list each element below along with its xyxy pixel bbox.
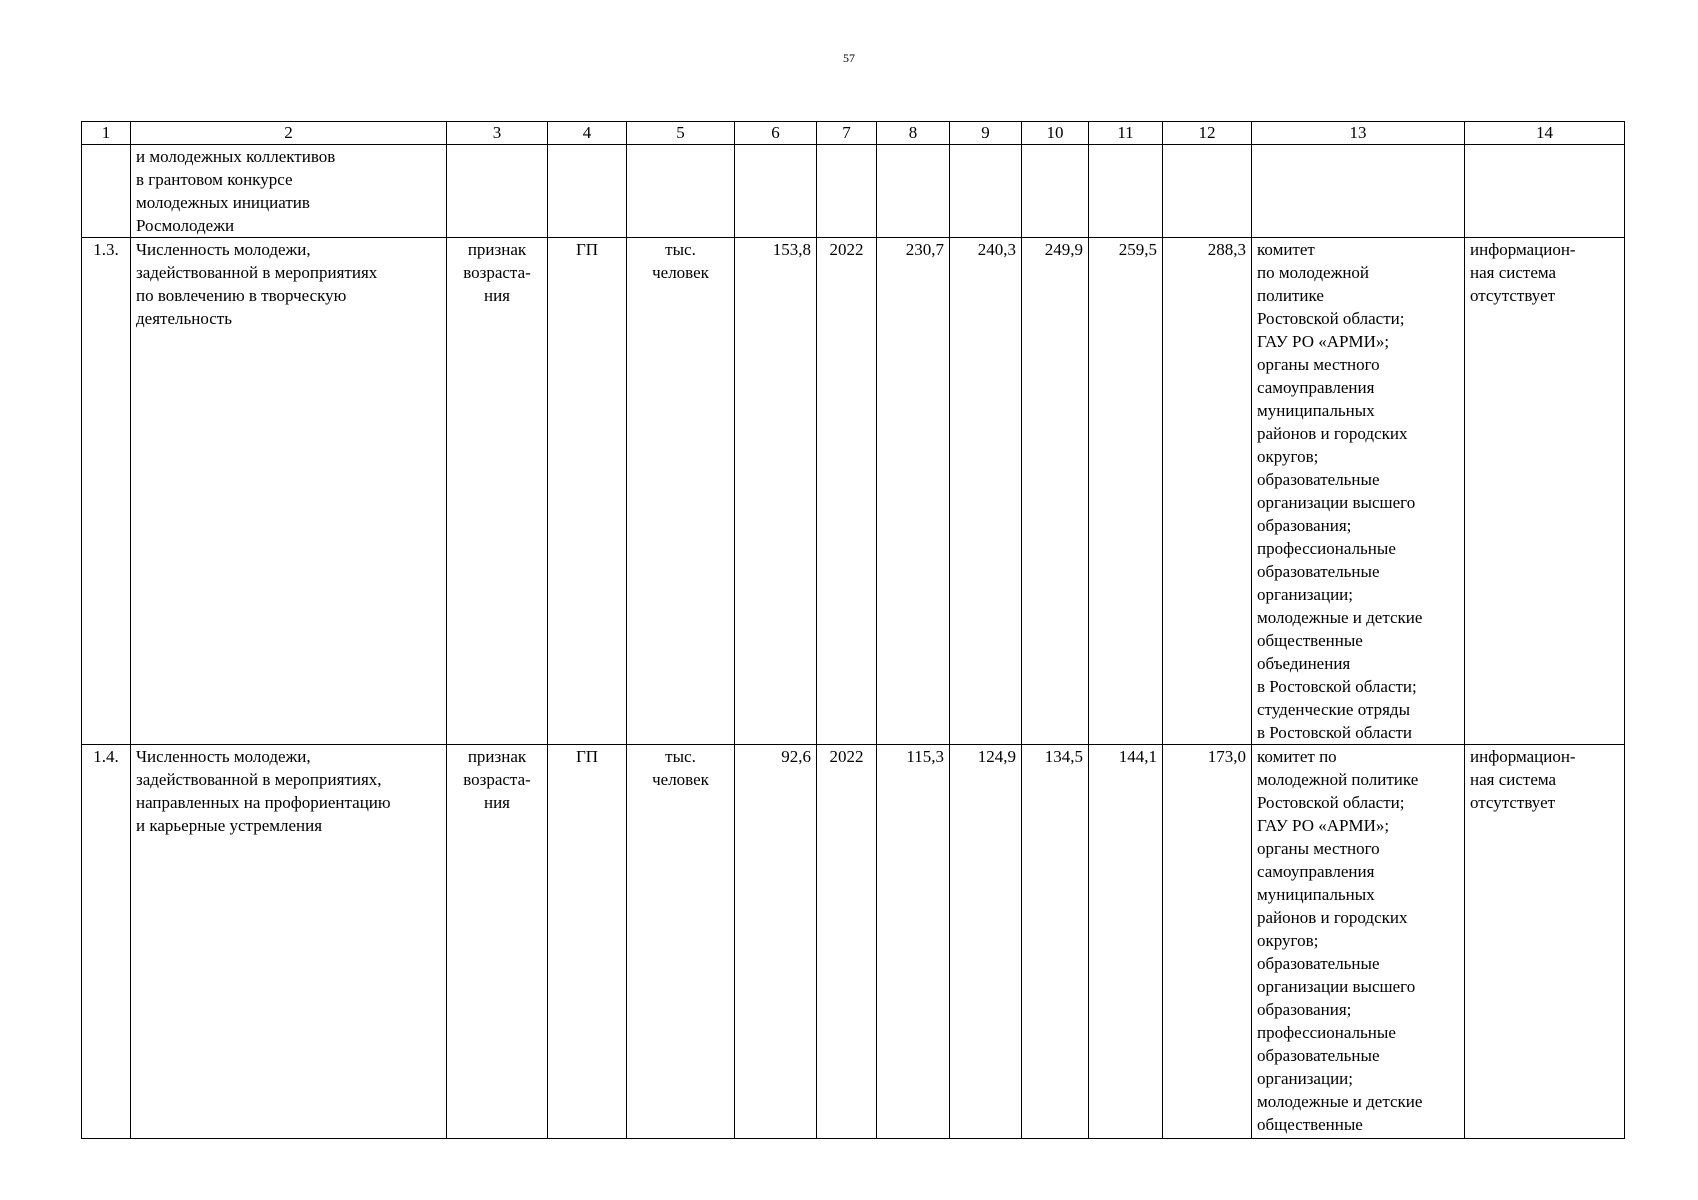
cell-value: 288,3 — [1163, 238, 1252, 745]
cell-value — [950, 145, 1022, 238]
cell-info-system: информацион- ная система отсутствует — [1465, 745, 1625, 1139]
column-header: 3 — [447, 122, 548, 145]
column-header: 9 — [950, 122, 1022, 145]
cell-type — [548, 145, 627, 238]
column-header: 6 — [735, 122, 817, 145]
cell-value: 115,3 — [877, 745, 950, 1139]
cell-type: ГП — [548, 238, 627, 745]
cell-unit: тыс. человек — [627, 745, 735, 1139]
column-header: 5 — [627, 122, 735, 145]
header-row — [82, 122, 1625, 145]
cell-responsible — [1252, 145, 1465, 238]
cell-trend — [447, 145, 548, 238]
cell-value: 144,1 — [1089, 745, 1163, 1139]
cell-responsible: комитет по молодежной политике Ростовской области; ГАУ РО «АРМИ»; органы местного самоуправления муниципальных районов и городских округов; образовательные организации высшего образования; профессиональные образовательные организации; молодежные и детские общественные объединения в Ростовской области; студенческие отряды в Ростовской области — [1252, 238, 1465, 745]
cell-info-system — [1465, 145, 1625, 238]
cell-value: 240,3 — [950, 238, 1022, 745]
cell-trend: признак возраста- ния — [447, 745, 548, 1139]
column-header: 1 — [82, 122, 131, 145]
row-number — [82, 145, 131, 238]
column-header: 2 — [131, 122, 447, 145]
table-row — [82, 145, 1625, 238]
cell-value — [1022, 145, 1089, 238]
page-number: 57 — [843, 51, 855, 65]
cell-value — [877, 145, 950, 238]
indicators-table — [81, 121, 1625, 1139]
indicator-name: Численность молодежи, задействованной в мероприятиях, направленных на профориентацию и карьерные устремления — [131, 745, 447, 1139]
cell-base-value: 153,8 — [735, 238, 817, 745]
cell-value — [1089, 145, 1163, 238]
cell-responsible: комитет по молодежной политике Ростовской области; ГАУ РО «АРМИ»; органы местного самоуправления муниципальных районов и городских округов; образовательные организации высшего образования; профессиональные образовательные организации; молодежные и детские общественные — [1252, 745, 1465, 1139]
cell-unit — [627, 145, 735, 238]
cell-value: 230,7 — [877, 238, 950, 745]
column-header: 8 — [877, 122, 950, 145]
cell-base-year — [817, 145, 877, 238]
cell-value: 249,9 — [1022, 238, 1089, 745]
table-row — [82, 238, 1625, 745]
cell-value: 173,0 — [1163, 745, 1252, 1139]
indicator-name: Численность молодежи, задействованной в мероприятиях по вовлечению в творческую деятельность — [131, 238, 447, 745]
cell-value: 134,5 — [1022, 745, 1089, 1139]
column-header: 14 — [1465, 122, 1625, 145]
cell-base-value — [735, 145, 817, 238]
cell-base-year: 2022 — [817, 745, 877, 1139]
cell-unit: тыс. человек — [627, 238, 735, 745]
column-header: 12 — [1163, 122, 1252, 145]
cell-value: 124,9 — [950, 745, 1022, 1139]
indicator-name: и молодежных коллективов в грантовом конкурсе молодежных инициатив Росмолодежи — [131, 145, 447, 238]
cell-base-value: 92,6 — [735, 745, 817, 1139]
cell-base-year: 2022 — [817, 238, 877, 745]
cell-value — [1163, 145, 1252, 238]
cell-info-system: информацион- ная система отсутствует — [1465, 238, 1625, 745]
table-row — [82, 745, 1625, 1139]
column-header: 10 — [1022, 122, 1089, 145]
cell-value: 259,5 — [1089, 238, 1163, 745]
column-header: 7 — [817, 122, 877, 145]
row-number: 1.3. — [82, 238, 131, 745]
column-header: 13 — [1252, 122, 1465, 145]
cell-trend: признак возраста- ния — [447, 238, 548, 745]
column-header: 11 — [1089, 122, 1163, 145]
column-header: 4 — [548, 122, 627, 145]
cell-type: ГП — [548, 745, 627, 1139]
row-number: 1.4. — [82, 745, 131, 1139]
